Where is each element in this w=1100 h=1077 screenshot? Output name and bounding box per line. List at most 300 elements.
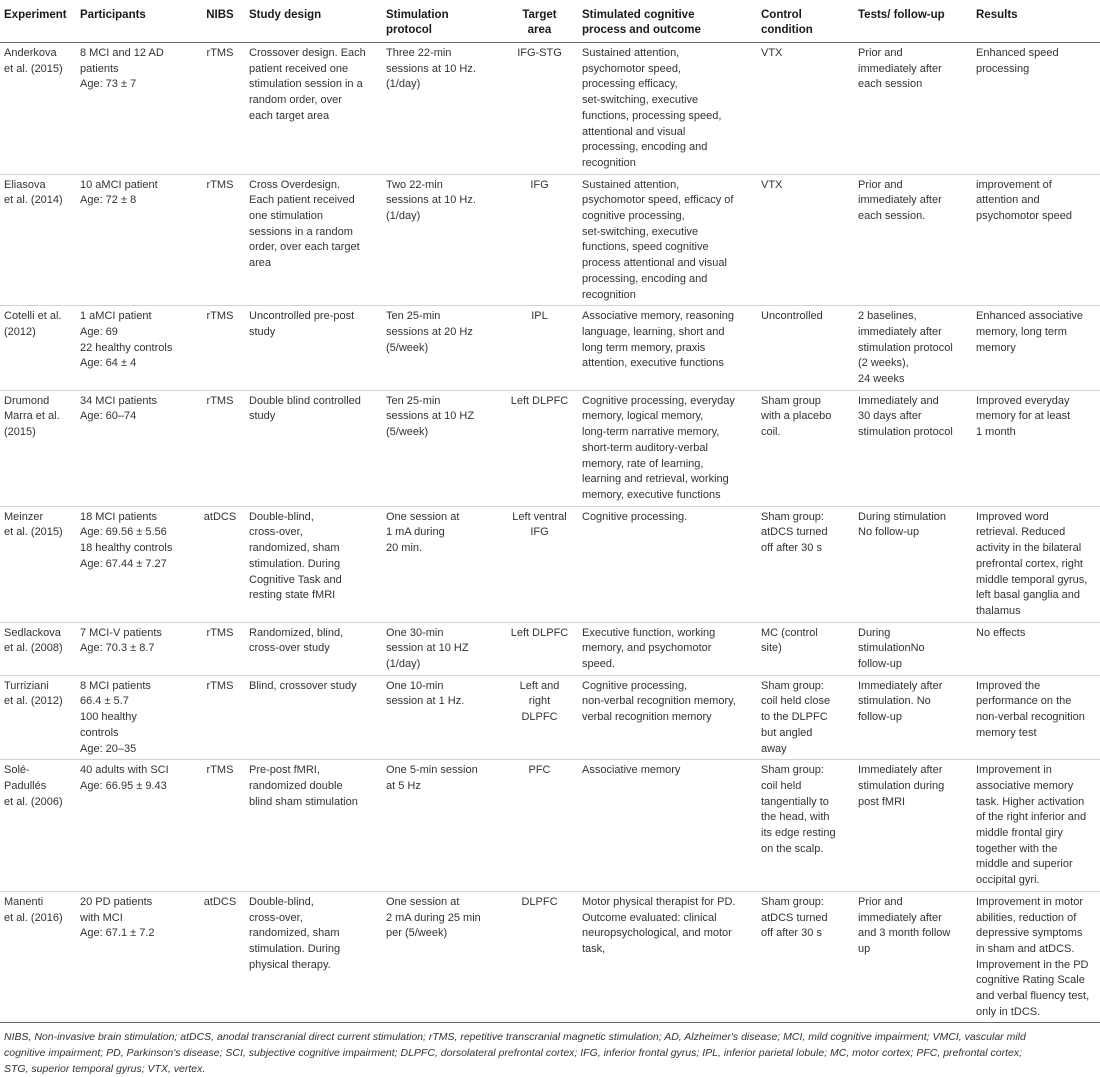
cell-line: Study design [249,9,322,21]
cell-experiment [0,390,76,506]
cell-line: IFG [530,178,549,191]
cell-cognitive-process [578,174,757,306]
cell-line: stimulation. No [858,695,931,708]
cell-cognitive-process [578,43,757,175]
cell-line: Age: 69.56 ± 5.56 [80,526,167,539]
cell-line: occipital gyri. [976,874,1040,887]
cell-target-area [501,506,578,622]
cell-line: Three 22-min [386,47,452,59]
cell-control-condition [757,622,854,675]
cell-target-area [501,675,578,760]
cell-line: learning and retrieval, working [582,473,729,486]
cell-line: 20 min. [386,542,423,555]
cell-line: (1/day) [386,210,421,223]
cell-line: Sustained attention, [582,47,680,59]
table-footnote [0,1023,1100,1077]
cell-line: Pre-post fMRI, [249,764,320,777]
cell-line: the head, with [761,811,830,824]
cell-experiment [0,622,76,675]
cell-tests-follow-up [854,891,972,1023]
cell-cognitive-process [578,390,757,506]
cell-line: (2012) [4,325,36,338]
cell-line: up [858,942,871,955]
cell-line: (2015) [4,426,36,439]
cell-line: its edge resting [761,827,836,840]
cell-line: at 5 Hz [386,779,421,792]
cell-nibs [195,675,245,760]
cell-line: attention and [976,194,1040,207]
cell-line: random order, over [249,94,342,107]
cell-line: 1 mA during [386,526,445,539]
cell-line: memory for at least [976,410,1071,423]
cell-line: One session at [386,895,460,908]
cell-participants [76,390,195,506]
cell-line: functions, processing speed, [582,109,722,122]
cell-line: with MCI [80,911,123,924]
cell-results [972,43,1100,175]
cell-line: 66.4 ± 5.7 [80,695,129,708]
cell-line: Eliasova [4,178,46,191]
cell-line: 20 PD patients [80,895,153,908]
cell-line: processing, encoding and [582,272,708,285]
cell-stimulation-protocol [382,43,501,175]
cell-line: stimulationNo [858,642,925,655]
cell-line: Ten 25-min [386,394,441,407]
cell-line: and verbal fluency test, [976,990,1090,1003]
cell-participants [76,506,195,622]
cell-line: attentional and visual [582,125,686,138]
cell-tests-follow-up [854,306,972,391]
cell-line: (5/week) [386,426,429,439]
cell-stimulation-protocol [382,622,501,675]
cell-line: randomized, sham [249,542,340,555]
cell-line: processing [976,62,1030,75]
cell-line: Uncontrolled [761,310,823,323]
cell-stimulation-protocol [382,306,501,391]
cell-line: stimulation during [858,779,945,792]
cell-line: sessions at 10 HZ [386,410,475,423]
footnote-line: cognitive impairment; PD, Parkinson's disease; SCI, subjective cognitive impairment; DLPFC, dorsolateral prefrontal cortex; IFG, inferior frontal gyrus; IPL, inferior parietal lobule; MC, motor cortex; PFC, prefrontal cortex; [4,1047,1022,1060]
cell-line: of the right inferior and [976,811,1087,824]
cell-line: condition [761,24,813,36]
cell-cognitive-process [578,675,757,760]
cell-participants [76,306,195,391]
cell-line: memory test [976,726,1037,739]
cell-study-design [245,43,382,175]
cell-line: IPL [531,310,548,323]
cell-line: retrieval. Reduced [976,526,1066,539]
cell-line: (1/day) [386,658,421,671]
cell-study-design [245,506,382,622]
table-row [0,43,1100,175]
cell-line: One 5-min session [386,764,478,777]
column-header-participants [76,6,195,43]
cell-line: cognitive processing, [582,210,685,223]
cell-nibs [195,306,245,391]
cell-line: Sustained attention, [582,178,680,191]
cell-control-condition [757,174,854,306]
cell-line: (2 weeks), [858,357,909,370]
cell-line: Results [976,9,1018,21]
cell-participants [76,760,195,892]
cell-line: set-switching, executive [582,225,699,238]
cell-line: Improved word [976,510,1049,523]
cell-line: atDCS [203,510,237,523]
column-header-control-condition [757,6,854,43]
cell-line: tangentially to [761,795,829,808]
cell-target-area [501,390,578,506]
column-header-target-area [501,6,578,43]
cell-results [972,390,1100,506]
cell-experiment [0,506,76,622]
cell-target-area [501,891,578,1023]
cell-line: atDCS turned [761,911,828,924]
cell-line: prefrontal cortex, right [976,557,1083,570]
cell-line: Age: 66.95 ± 9.43 [80,779,167,792]
cell-line: Left DLPFC [510,394,569,407]
cell-line: coil. [761,426,781,439]
cell-line: VTX [761,47,783,59]
cell-line: associative memory [976,779,1074,792]
cell-line: DLPFC [521,711,558,724]
cell-experiment [0,675,76,760]
cell-line: left basal ganglia and [976,589,1080,602]
cell-line: abilities, reduction of [976,911,1077,924]
cell-line: Manenti [4,895,44,908]
cell-line: together with the [976,842,1058,855]
cell-tests-follow-up [854,622,972,675]
cell-line: 7 MCI-V patients [80,626,162,639]
cell-line: psychomotor speed [976,210,1072,223]
cell-study-design [245,622,382,675]
cell-line: No effects [976,626,1026,639]
cell-line: Solé- [4,764,30,777]
cell-line: Prior and [858,178,903,191]
cell-line: speed. [582,658,616,671]
cell-experiment [0,174,76,306]
cell-study-design [245,390,382,506]
cell-line: (5/week) [386,341,429,354]
cell-line: 22 healthy controls [80,341,173,354]
cell-line: middle temporal gyrus, [976,573,1088,586]
cell-results [972,622,1100,675]
cell-line: Double-blind, [249,895,314,908]
cell-line: Left ventral [512,510,567,523]
cell-line: Prior and [858,895,903,908]
cell-line: but angled [761,726,813,739]
cell-line: Improvement in the PD [976,958,1089,971]
cell-line: on the scalp. [761,842,824,855]
cell-tests-follow-up [854,174,972,306]
cell-line: 8 MCI patients [80,679,151,692]
cell-results [972,306,1100,391]
cell-line: Age: 73 ± 7 [80,78,137,91]
column-header-stimulation-protocol [382,6,501,43]
footnote-line: NIBS, Non-invasive brain stimulation; atDCS, anodal transcranial direct current stimulation; rTMS, repetitive transcranial magnetic stimulation; AD, Alzheimer's disease; MCI, mild cognitive impairment; VMCI, vascular mild [4,1031,1026,1044]
cell-line: Left DLPFC [510,626,569,639]
cell-target-area [501,760,578,892]
cell-nibs [195,622,245,675]
cell-line: Meinzer [4,510,44,523]
cell-line: Participants [80,9,146,21]
cell-line: post fMRI [858,795,906,808]
cell-line: away [761,742,787,755]
cell-line: PFC [528,764,551,777]
cell-line: Padullés [4,779,47,792]
cell-study-design [245,306,382,391]
cell-line: Sham group: [761,679,824,692]
cell-line: Each patient received [249,194,355,207]
cell-line: randomized, sham [249,927,340,940]
cell-line: improvement of [976,178,1052,191]
cell-line: memory [976,341,1016,354]
cell-stimulation-protocol [382,506,501,622]
cell-experiment [0,891,76,1023]
column-header-results [972,6,1100,43]
cell-line: right [528,695,551,708]
cell-control-condition [757,675,854,760]
cell-line: in sham and atDCS. [976,942,1075,955]
cell-nibs [195,760,245,892]
cell-line: No follow-up [858,526,920,539]
table-row [0,390,1100,506]
cell-line: memory, long term [976,325,1067,338]
cell-line: rTMS [206,178,234,191]
cell-line: IFG-STG [517,47,562,59]
cell-line: Cognitive processing, [582,679,688,692]
cell-line: and 3 month follow [858,927,951,940]
cell-line: rTMS [206,626,234,639]
cell-line: controls [80,726,119,739]
cell-line: DLPFC [521,895,558,908]
cell-line: Turriziani [4,679,49,692]
cell-cognitive-process [578,622,757,675]
cell-results [972,760,1100,892]
cell-line: cross-over, [249,526,303,539]
cell-cognitive-process [578,760,757,892]
cell-line: Cognitive Task and [249,573,342,586]
cell-line: each session. [858,210,926,223]
cell-participants [76,675,195,760]
cell-nibs [195,390,245,506]
cell-line: Improvement in motor [976,895,1083,908]
cell-line: During [858,626,891,639]
cell-line: Stimulated cognitive [582,9,695,21]
table-body [0,43,1100,1023]
cell-line: 24 weeks [858,373,905,386]
cell-line: randomized double [249,779,343,792]
cell-control-condition [757,306,854,391]
cell-line: (1/day) [386,78,421,91]
cell-line: 40 adults with SCI [80,764,169,777]
footnote-line: STG, superior temporal gyrus; VTX, vertex. [4,1063,206,1076]
cell-line: Associative memory, reasoning [582,310,735,323]
cell-line: order, over each target [249,241,360,254]
cell-line: 18 healthy controls [80,542,173,555]
cell-line: Age: 69 [80,325,118,338]
cell-line: Age: 64 ± 4 [80,357,137,370]
cell-line: recognition [582,156,636,169]
column-header-experiment [0,6,76,43]
cell-line: study [249,325,276,338]
cell-line: sessions in a random [249,225,353,238]
cell-line: et al. (2015) [4,526,63,539]
cell-nibs [195,174,245,306]
table-header-row [0,6,1100,43]
cell-line: recognition [582,288,636,301]
table-row [0,306,1100,391]
cell-line: immediately after [858,325,942,338]
column-header-nibs [195,6,245,43]
cell-line: Experiment [4,9,67,21]
cell-line: Age: 72 ± 8 [80,194,137,207]
cell-line: stimulation session in a [249,78,363,91]
cell-line: Age: 60–74 [80,410,137,423]
cell-line: sessions at 20 Hz [386,325,473,338]
cell-line: Left and [519,679,560,692]
cell-line: et al. (2015) [4,62,63,75]
cell-line: 8 MCI and 12 AD [80,47,164,59]
cell-line: Immediately after [858,679,943,692]
cell-line: memory, logical memory, [582,410,704,423]
cell-line: atDCS [203,895,237,908]
cell-nibs [195,506,245,622]
cell-line: immediately after [858,62,942,75]
cell-participants [76,43,195,175]
cell-line: off after 30 s [761,927,822,940]
cell-line: Age: 70.3 ± 8.7 [80,642,155,655]
cell-line: thalamus [976,604,1021,617]
cell-control-condition [757,43,854,175]
cell-line: et al. (2006) [4,795,63,808]
cell-results [972,675,1100,760]
cell-line: Improvement in [976,764,1052,777]
cell-experiment [0,43,76,175]
cell-line: 18 MCI patients [80,510,158,523]
cell-target-area [501,306,578,391]
cell-target-area [501,174,578,306]
cell-line: to the DLPFC [761,711,828,724]
cell-line: Outcome evaluated: clinical [582,911,717,924]
cell-line: psychomotor speed, efficacy of [582,194,734,207]
cell-control-condition [757,390,854,506]
cell-line: Enhanced associative [976,310,1084,323]
cell-line: Ten 25-min [386,310,441,323]
cell-line: resting state fMRI [249,589,336,602]
cell-tests-follow-up [854,390,972,506]
cell-line: process attentional and visual [582,257,727,270]
cell-line: Executive function, working [582,626,716,639]
cell-line: 34 MCI patients [80,394,158,407]
cell-line: only in tDCS. [976,1005,1041,1018]
cell-line: follow-up [858,711,903,724]
cell-line: immediately after [858,911,942,924]
cell-line: long-term narrative memory, [582,426,720,439]
cell-study-design [245,675,382,760]
cell-line: long term memory, praxis [582,341,706,354]
cell-line: Stimulation [386,9,449,21]
cell-line: Cognitive processing. [582,510,688,523]
cell-line: Two 22-min [386,178,443,191]
cell-line: session at 1 Hz. [386,695,465,708]
cell-line: Crossover design. Each [249,47,366,59]
cell-line: et al. (2016) [4,911,63,924]
cell-results [972,891,1100,1023]
cell-line: patients [80,62,119,75]
cell-cognitive-process [578,306,757,391]
cell-line: protocol [386,24,432,36]
cell-tests-follow-up [854,506,972,622]
study-table [0,6,1100,1023]
cell-line: immediately after [858,194,942,207]
cell-line: non-verbal recognition [976,711,1085,724]
cell-line: one stimulation [249,210,323,223]
cell-line: Cross Overdesign. [249,178,341,191]
cell-nibs [195,43,245,175]
cell-line: functions, speed cognitive [582,241,709,254]
cell-line: patient received one [249,62,349,75]
cell-line: each session [858,78,923,91]
cell-line: coil held close [761,695,831,708]
cell-line: Sedlackova [4,626,61,639]
cell-line: non-verbal recognition memory, [582,695,736,708]
cell-line: session at 10 HZ [386,642,469,655]
cell-line: Tests/ follow-up [858,9,945,21]
cell-line: sessions at 10 Hz. [386,194,476,207]
cell-line: site) [761,642,782,655]
cell-line: performance on the [976,695,1072,708]
cell-line: set-switching, executive [582,94,699,107]
cell-line: Cotelli et al. [4,310,62,323]
cell-line: VTX [761,178,783,191]
cell-control-condition [757,760,854,892]
cell-line: Sham group: [761,510,824,523]
cell-study-design [245,174,382,306]
cell-results [972,174,1100,306]
cell-line: 1 month [976,426,1016,439]
cell-line: 2 baselines, [858,310,917,323]
cell-line: Target [522,9,557,21]
cell-line: 1 aMCI patient [80,310,152,323]
cell-line: rTMS [206,47,234,59]
cell-line: Anderkova [4,47,57,59]
cell-line: sessions at 10 Hz. [386,62,476,75]
cell-line: neuropsychological, and motor [582,927,732,940]
cell-line: attention, executive functions [582,357,724,370]
cell-line: Double-blind, [249,510,314,523]
cell-cognitive-process [578,506,757,622]
cell-line: follow-up [858,658,903,671]
cell-line: with a placebo [761,410,832,423]
cell-line: memory, and psychomotor [582,642,712,655]
table-row [0,174,1100,306]
cell-target-area [501,622,578,675]
cell-line: Motor physical therapist for PD. [582,895,736,908]
cell-tests-follow-up [854,760,972,892]
cell-stimulation-protocol [382,760,501,892]
cell-participants [76,622,195,675]
cell-line: short-term auditory-verbal [582,441,708,454]
column-header-cognitive-process [578,6,757,43]
cell-line: physical therapy. [249,958,331,971]
table-row [0,506,1100,622]
cell-line: Age: 67.1 ± 7.2 [80,927,155,940]
cell-line: Prior and [858,47,903,59]
cell-line: Randomized, blind, [249,626,344,639]
cell-line: cross-over, [249,911,303,924]
cell-line: memory, executive functions [582,488,721,501]
cell-control-condition [757,891,854,1023]
